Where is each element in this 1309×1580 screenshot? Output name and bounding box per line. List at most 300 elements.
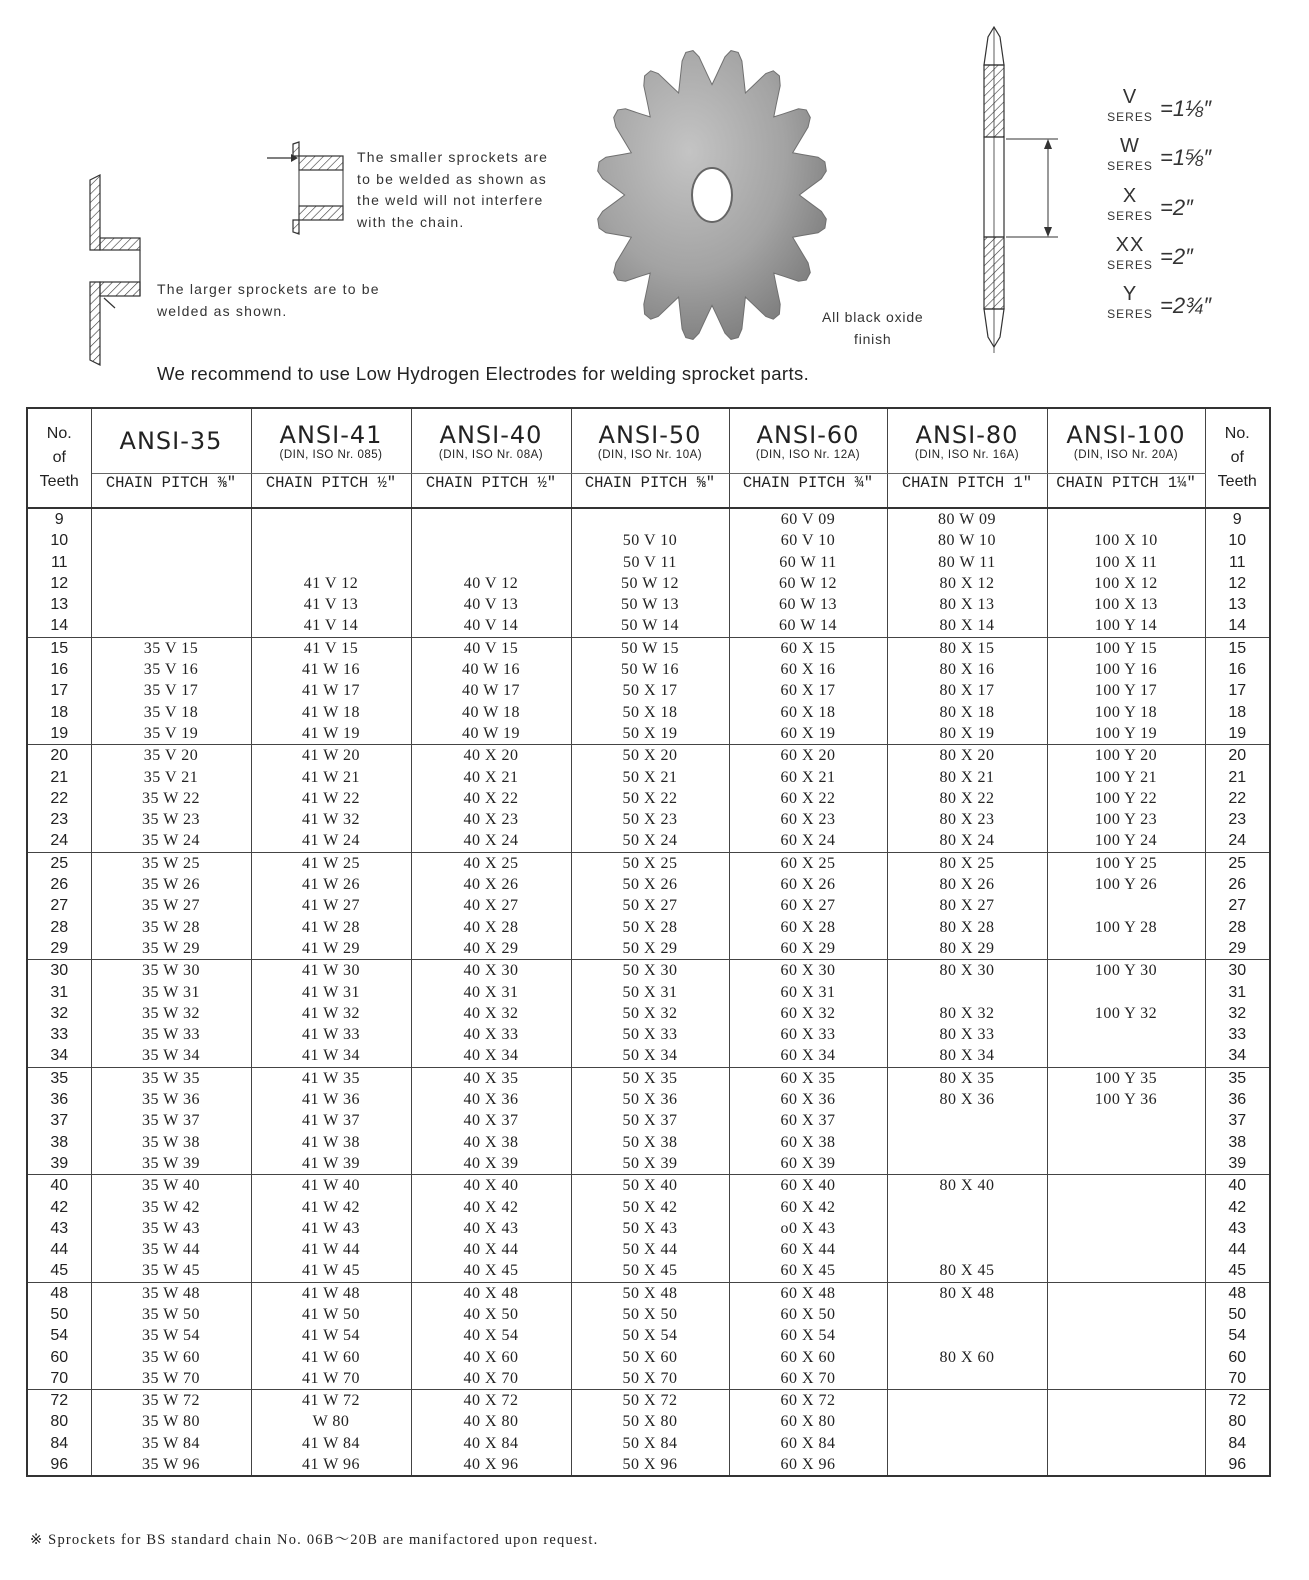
chain-pitch-ansi-80: CHAIN PITCH 1″ (887, 474, 1047, 509)
teeth-count-cell (1205, 960, 1270, 1067)
part-cell-ansi-41 (251, 1067, 411, 1174)
series-legend-v: V SERES =1⅛″ (1107, 86, 1212, 124)
part-number: 60 X 15 (780, 639, 836, 657)
large-sprocket-weld-diagram (80, 170, 150, 370)
part-cell-ansi-100 (1047, 1067, 1205, 1174)
part-cell-ansi-60 (729, 1067, 887, 1174)
part-number: 50 V 11 (623, 553, 677, 571)
part-number: 35 W 30 (141, 962, 201, 980)
teeth-count: 96 (1228, 1456, 1247, 1474)
column-header-ansi-50: ANSI-50 (DIN, ISO Nr. 10A) (571, 408, 729, 474)
part-number: 60 X 54 (780, 1327, 836, 1345)
part-cell-ansi-41 (251, 960, 411, 1067)
part-number: 40 X 60 (463, 1348, 519, 1366)
part-number (1048, 1197, 1205, 1218)
part-number: 40 X 20 (463, 747, 519, 765)
part-number: 60 X 27 (780, 897, 836, 915)
part-cell-ansi-80 (887, 1175, 1047, 1282)
part-number: 60 X 39 (780, 1154, 836, 1172)
part-number: 40 W 16 (461, 661, 521, 679)
part-number: 100 Y 24 (1094, 832, 1158, 850)
part-cell-ansi-50 (571, 1175, 729, 1282)
part-number: 50 X 22 (622, 789, 678, 807)
part-cell-ansi-40 (411, 637, 571, 744)
teeth-count: 45 (1228, 1262, 1247, 1280)
bs-standard-footnote: ※ Sprockets for BS standard chain No. 06B～20B are manifactored upon request. (30, 1532, 599, 1548)
part-number (1048, 938, 1205, 959)
teeth-count: 43 (50, 1219, 69, 1237)
part-cell-ansi-35 (91, 1390, 251, 1477)
teeth-count: 50 (50, 1305, 69, 1323)
part-number: 35 W 33 (141, 1026, 201, 1044)
part-number (888, 1368, 1047, 1389)
part-number: 40 X 22 (463, 789, 519, 807)
teeth-count: 25 (1228, 854, 1247, 872)
part-number: 60 X 40 (780, 1177, 836, 1195)
part-number: 35 W 40 (141, 1177, 201, 1195)
part-number: 35 W 43 (141, 1219, 201, 1237)
part-number (1048, 1239, 1205, 1260)
series-legend-w: W SERES =1⅝″ (1107, 135, 1212, 173)
part-number: 41 W 24 (301, 832, 361, 850)
sprocket-bore (692, 168, 732, 222)
part-number: 60 X 37 (780, 1112, 836, 1130)
part-number: 50 W 13 (620, 596, 680, 614)
part-number: 80 X 15 (939, 639, 995, 657)
part-number: 50 X 48 (622, 1284, 678, 1302)
teeth-count: 23 (50, 811, 69, 829)
part-number: 40 X 30 (463, 962, 519, 980)
part-cell-ansi-100 (1047, 1390, 1205, 1477)
part-number: 40 X 37 (463, 1112, 519, 1130)
part-number: W 80 (312, 1413, 350, 1431)
part-number: 40 X 72 (463, 1392, 519, 1410)
part-number: 40 X 96 (463, 1456, 519, 1474)
part-number: 40 W 19 (461, 724, 521, 742)
part-number (888, 1304, 1047, 1325)
part-number: 50 X 23 (622, 811, 678, 829)
part-number (1048, 1153, 1205, 1174)
part-number (888, 1132, 1047, 1153)
part-number: 80 X 36 (939, 1091, 995, 1109)
part-cell-ansi-35 (91, 1067, 251, 1174)
part-number: 40 X 35 (463, 1069, 519, 1087)
teeth-count: 15 (1228, 639, 1247, 657)
part-number: 50 X 17 (622, 682, 678, 700)
part-number: 50 X 60 (622, 1348, 678, 1366)
part-number: 100 Y 35 (1094, 1069, 1158, 1087)
part-number: 40 X 24 (463, 832, 519, 850)
teeth-count: 9 (54, 511, 64, 528)
teeth-count: 21 (1228, 768, 1247, 786)
part-number: 60 X 19 (780, 724, 836, 742)
part-number: 50 X 26 (622, 876, 678, 894)
teeth-count: 12 (50, 574, 69, 592)
part-number: 41 W 30 (301, 962, 361, 980)
part-number: 60 X 42 (780, 1198, 836, 1216)
part-number: 35 W 45 (141, 1262, 201, 1280)
part-cell-ansi-35 (91, 960, 251, 1067)
part-number: 60 X 36 (780, 1091, 836, 1109)
teeth-count: 96 (50, 1456, 69, 1474)
part-cell-ansi-40 (411, 1067, 571, 1174)
part-number: 41 V 13 (303, 596, 359, 614)
part-number (92, 615, 251, 636)
teeth-count: 35 (1228, 1069, 1247, 1087)
teeth-group-row (27, 508, 1270, 637)
part-number: 100 Y 36 (1094, 1091, 1158, 1109)
part-cell-ansi-80 (887, 1282, 1047, 1389)
part-number: 60 X 70 (780, 1369, 836, 1387)
teeth-count-cell (27, 637, 91, 744)
part-number: 50 X 19 (622, 724, 678, 742)
column-header-ansi-35: ANSI-35 (91, 408, 251, 474)
teeth-count: 19 (50, 724, 69, 742)
part-cell-ansi-50 (571, 852, 729, 959)
part-number: 50 X 27 (622, 897, 678, 915)
teeth-count: 35 (50, 1069, 69, 1087)
teeth-header-right: No. of Teeth (1205, 408, 1270, 508)
large-sprocket-note: The larger sprockets are to be welded as shown. (157, 281, 380, 319)
teeth-count: 36 (1228, 1091, 1247, 1109)
teeth-count: 37 (1228, 1112, 1247, 1130)
part-number: 41 W 70 (301, 1369, 361, 1387)
part-number: 50 X 25 (622, 854, 678, 872)
part-number: 60 X 25 (780, 854, 836, 872)
teeth-count: 11 (1228, 553, 1246, 571)
part-number: 40 X 21 (463, 768, 519, 786)
part-number: 41 W 45 (301, 1262, 361, 1280)
part-number: 80 X 29 (939, 939, 995, 957)
part-number: 35 W 36 (141, 1091, 201, 1109)
part-number: 100 Y 19 (1094, 724, 1158, 742)
part-number: 50 X 96 (622, 1456, 678, 1474)
part-number: 80 X 21 (939, 768, 995, 786)
part-number: 40 X 54 (463, 1327, 519, 1345)
part-number: 80 W 09 (937, 511, 997, 528)
part-number (1048, 1045, 1205, 1066)
teeth-count: 54 (1228, 1327, 1247, 1345)
part-number: 50 X 31 (622, 983, 678, 1001)
part-number: 100 X 10 (1094, 532, 1158, 550)
part-cell-ansi-60 (729, 508, 887, 637)
teeth-count: 70 (50, 1369, 69, 1387)
part-number: 60 X 48 (780, 1284, 836, 1302)
teeth-count-cell (27, 508, 91, 637)
part-number: 35 V 20 (143, 747, 199, 765)
part-number: 60 X 21 (780, 768, 836, 786)
finish-note: All black oxide finish (822, 309, 924, 347)
part-number: 41 W 28 (301, 918, 361, 936)
part-number: 50 X 34 (622, 1047, 678, 1065)
teeth-count-cell (1205, 637, 1270, 744)
part-number (92, 573, 251, 594)
part-number: 41 W 96 (301, 1456, 361, 1474)
teeth-count: 44 (1228, 1241, 1247, 1259)
part-number: 50 X 50 (622, 1305, 678, 1323)
teeth-count: 54 (50, 1327, 69, 1345)
teeth-count: 39 (1228, 1154, 1247, 1172)
part-number: 60 X 38 (780, 1133, 836, 1151)
part-number: 60 X 80 (780, 1413, 836, 1431)
teeth-header-left: No. of Teeth (27, 408, 91, 508)
part-number: 60 V 10 (780, 532, 836, 550)
part-number: 40 X 44 (463, 1241, 519, 1259)
part-number: 40 X 48 (463, 1284, 519, 1302)
teeth-count: 84 (50, 1434, 69, 1452)
chain-pitch-ansi-41: CHAIN PITCH ½″ (251, 474, 411, 509)
part-cell-ansi-41 (251, 1282, 411, 1389)
part-number: 60 V 09 (780, 511, 836, 528)
part-number (252, 509, 411, 530)
teeth-count: 17 (50, 682, 69, 700)
column-header-ansi-40: ANSI-40 (DIN, ISO Nr. 08A) (411, 408, 571, 474)
part-number (252, 552, 411, 573)
teeth-count: 14 (50, 617, 69, 635)
part-number (92, 509, 251, 530)
teeth-count: 48 (50, 1284, 69, 1302)
part-number (1048, 1110, 1205, 1131)
part-number: 50 W 16 (620, 661, 680, 679)
part-number (412, 530, 571, 551)
part-number: 35 V 21 (143, 768, 199, 786)
part-number: 100 Y 18 (1094, 703, 1158, 721)
teeth-count: 26 (50, 876, 69, 894)
part-number: 41 W 39 (301, 1154, 361, 1172)
chain-pitch-ansi-100: CHAIN PITCH 1¼″ (1047, 474, 1205, 509)
chain-pitch-ansi-50: CHAIN PITCH ⅝″ (571, 474, 729, 509)
part-number: 35 W 50 (141, 1305, 201, 1323)
part-number: 60 X 45 (780, 1262, 836, 1280)
part-cell-ansi-50 (571, 960, 729, 1067)
part-number (412, 552, 571, 573)
part-cell-ansi-80 (887, 1067, 1047, 1174)
part-number: 41 W 38 (301, 1133, 361, 1151)
series-legend (1106, 86, 1256, 326)
part-number: 60 X 22 (780, 789, 836, 807)
part-cell-ansi-35 (91, 1282, 251, 1389)
teeth-count-cell (27, 960, 91, 1067)
part-number: 100 Y 26 (1094, 876, 1158, 894)
part-number: 35 W 42 (141, 1198, 201, 1216)
part-number: 40 X 36 (463, 1091, 519, 1109)
teeth-count: 19 (1228, 724, 1247, 742)
part-number: 80 X 20 (939, 747, 995, 765)
part-number: 40 V 12 (463, 574, 519, 592)
part-number: 35 W 22 (141, 789, 201, 807)
part-number: 40 X 23 (463, 811, 519, 829)
teeth-group-row (27, 1282, 1270, 1389)
teeth-count: 13 (1228, 596, 1247, 614)
part-number: 40 X 27 (463, 897, 519, 915)
part-number: 35 W 70 (141, 1369, 201, 1387)
teeth-count: 16 (1228, 661, 1247, 679)
part-number: 35 W 54 (141, 1327, 201, 1345)
part-number: 41 W 21 (301, 768, 361, 786)
part-number: 100 Y 32 (1094, 1004, 1158, 1022)
part-cell-ansi-35 (91, 745, 251, 852)
part-number: 60 X 26 (780, 876, 836, 894)
teeth-count: 17 (1228, 682, 1247, 700)
teeth-count: 40 (50, 1177, 69, 1195)
teeth-count: 26 (1228, 876, 1247, 894)
part-number: 80 X 32 (939, 1004, 995, 1022)
part-number (1048, 1304, 1205, 1325)
part-number: 80 X 40 (939, 1177, 995, 1195)
part-number: 60 X 24 (780, 832, 836, 850)
teeth-count: 20 (1228, 747, 1247, 765)
part-number: 60 X 44 (780, 1241, 836, 1259)
part-number: 60 X 60 (780, 1348, 836, 1366)
part-number: 41 W 26 (301, 876, 361, 894)
part-number: 41 W 44 (301, 1241, 361, 1259)
part-number: 35 W 24 (141, 832, 201, 850)
part-number: 40 W 17 (461, 682, 521, 700)
part-number: 35 W 48 (141, 1284, 201, 1302)
part-number: 40 X 33 (463, 1026, 519, 1044)
part-number: 60 X 17 (780, 682, 836, 700)
part-number: 80 X 18 (939, 703, 995, 721)
small-sprocket-weld-diagram (265, 138, 350, 238)
part-number: 60 W 13 (778, 596, 838, 614)
part-number: 50 X 35 (622, 1069, 678, 1087)
part-cell-ansi-50 (571, 1067, 729, 1174)
part-number: 50 X 45 (622, 1262, 678, 1280)
teeth-count-cell (27, 1175, 91, 1282)
part-number: 50 W 15 (620, 639, 680, 657)
part-number: 35 W 28 (141, 918, 201, 936)
part-number: 40 X 42 (463, 1198, 519, 1216)
part-number: 50 W 14 (620, 617, 680, 635)
part-number: 100 X 11 (1094, 553, 1158, 571)
teeth-count: 23 (1228, 811, 1247, 829)
teeth-count: 33 (50, 1026, 69, 1044)
part-number: 60 W 12 (778, 574, 838, 592)
part-number: 50 X 28 (622, 918, 678, 936)
part-number: 41 W 37 (301, 1112, 361, 1130)
part-number (1048, 1260, 1205, 1281)
part-cell-ansi-60 (729, 852, 887, 959)
teeth-count: 31 (1228, 983, 1247, 1001)
part-number (1048, 895, 1205, 916)
part-cell-ansi-41 (251, 1175, 411, 1282)
part-number: 35 W 72 (141, 1392, 201, 1410)
teeth-group-row (27, 1067, 1270, 1174)
teeth-count: 36 (50, 1091, 69, 1109)
part-number (572, 509, 729, 530)
teeth-count: 22 (1228, 789, 1247, 807)
part-number (888, 1239, 1047, 1260)
part-number: 50 V 10 (622, 532, 678, 550)
teeth-count-cell (1205, 1390, 1270, 1477)
part-number: 35 W 60 (141, 1348, 201, 1366)
series-legend-y: Y SERES =2¾″ (1107, 283, 1212, 321)
part-number: 40 X 40 (463, 1177, 519, 1195)
teeth-count: 39 (50, 1154, 69, 1172)
part-cell-ansi-60 (729, 1282, 887, 1389)
part-number: 50 X 29 (622, 939, 678, 957)
part-number: 35 W 84 (141, 1434, 201, 1452)
part-number: 35 W 35 (141, 1069, 201, 1087)
part-cell-ansi-35 (91, 1175, 251, 1282)
part-number: 41 W 32 (301, 1004, 361, 1022)
part-number: 60 X 32 (780, 1004, 836, 1022)
part-number: 100 X 12 (1094, 574, 1158, 592)
part-cell-ansi-100 (1047, 852, 1205, 959)
part-number: 60 X 16 (780, 661, 836, 679)
part-number: 80 X 45 (939, 1262, 995, 1280)
teeth-count: 44 (50, 1241, 69, 1259)
part-number: 35 V 16 (143, 661, 199, 679)
teeth-count: 12 (1228, 574, 1247, 592)
part-number: o0 X 43 (780, 1219, 836, 1237)
teeth-count-cell (1205, 1282, 1270, 1389)
teeth-count: 40 (1228, 1177, 1247, 1195)
teeth-count: 30 (50, 962, 69, 980)
part-cell-ansi-60 (729, 1175, 887, 1282)
part-number: 80 W 10 (937, 532, 997, 550)
chain-pitch-ansi-60: CHAIN PITCH ¾″ (729, 474, 887, 509)
part-number (888, 1411, 1047, 1432)
part-cell-ansi-35 (91, 508, 251, 637)
teeth-count: 21 (50, 768, 69, 786)
part-number: 60 X 84 (780, 1434, 836, 1452)
teeth-count: 42 (50, 1198, 69, 1216)
part-number: 35 W 27 (141, 897, 201, 915)
teeth-count-cell (27, 852, 91, 959)
teeth-count-cell (27, 1282, 91, 1389)
sprocket-photo (590, 35, 840, 350)
part-cell-ansi-80 (887, 960, 1047, 1067)
teeth-count-cell (1205, 852, 1270, 959)
part-number: 50 X 20 (622, 747, 678, 765)
part-number (888, 1454, 1047, 1475)
teeth-count: 10 (50, 532, 69, 550)
part-cell-ansi-60 (729, 1390, 887, 1477)
part-cell-ansi-80 (887, 508, 1047, 637)
part-number: 41 W 43 (301, 1219, 361, 1237)
part-number: 35 W 39 (141, 1154, 201, 1172)
part-number: 80 X 22 (939, 789, 995, 807)
part-number: 100 Y 28 (1094, 918, 1158, 936)
teeth-count: 22 (50, 789, 69, 807)
teeth-count: 34 (50, 1047, 69, 1065)
part-cell-ansi-50 (571, 508, 729, 637)
part-number: 80 X 35 (939, 1069, 995, 1087)
part-number: 80 X 14 (939, 617, 995, 635)
part-cell-ansi-100 (1047, 745, 1205, 852)
part-number: 50 X 33 (622, 1026, 678, 1044)
part-number: 40 X 28 (463, 918, 519, 936)
part-number (1048, 1218, 1205, 1239)
part-number: 41 W 84 (301, 1434, 361, 1452)
teeth-count: 11 (50, 553, 68, 571)
part-cell-ansi-40 (411, 960, 571, 1067)
part-number (1048, 1368, 1205, 1389)
part-number: 50 X 32 (622, 1004, 678, 1022)
teeth-count: 31 (50, 983, 69, 1001)
part-number (92, 530, 251, 551)
part-number: 60 X 50 (780, 1305, 836, 1323)
part-number: 41 W 42 (301, 1198, 361, 1216)
series-legend-xx: XX SERES =2″ (1107, 234, 1193, 272)
part-number: 60 X 34 (780, 1047, 836, 1065)
part-cell-ansi-40 (411, 852, 571, 959)
part-number: 50 X 36 (622, 1091, 678, 1109)
part-number (1048, 1325, 1205, 1346)
part-number (888, 1110, 1047, 1131)
teeth-group-row (27, 960, 1270, 1067)
